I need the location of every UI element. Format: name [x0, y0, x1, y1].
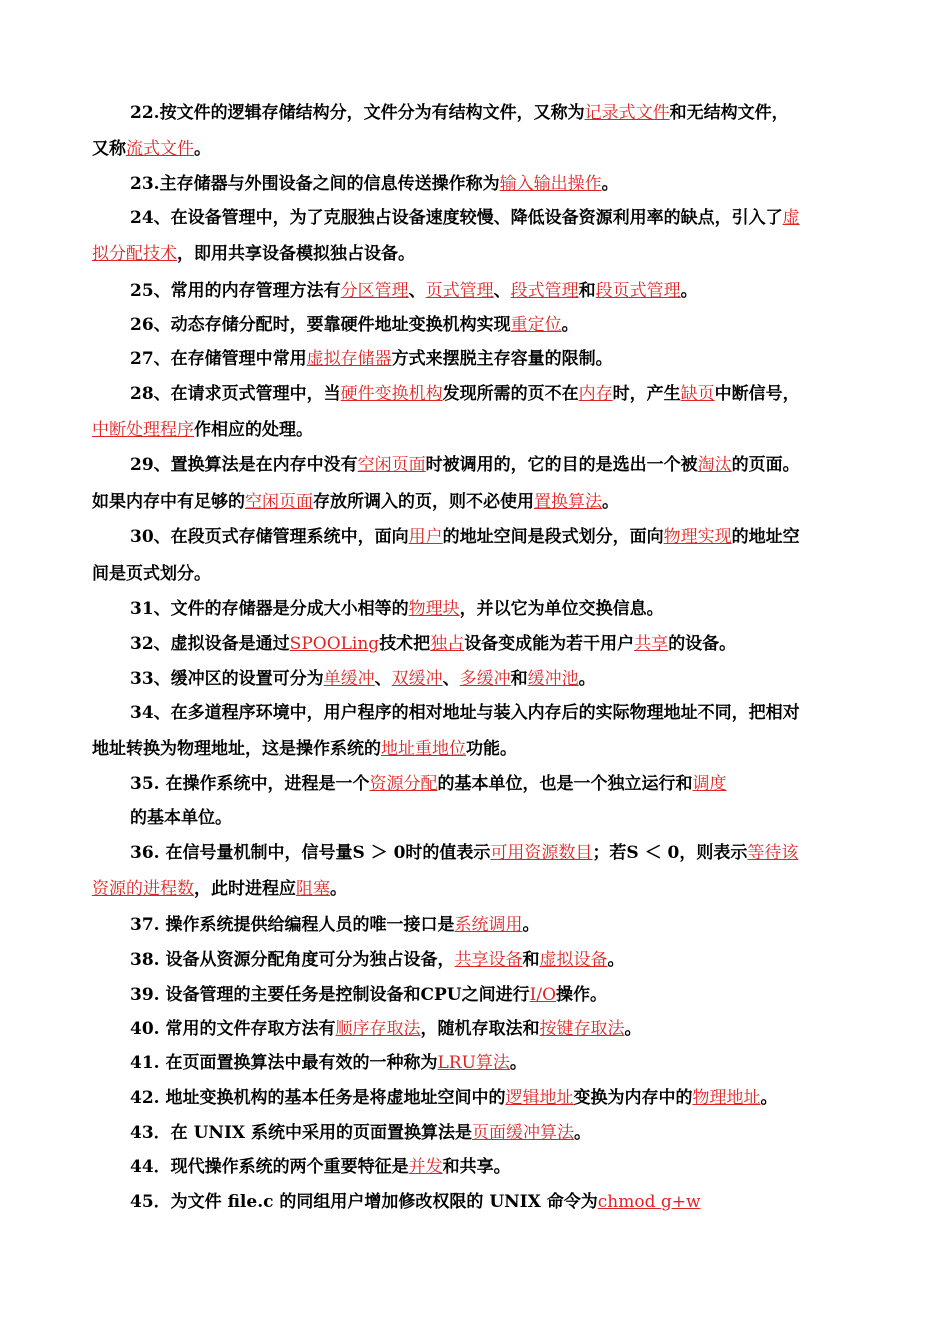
question-text: 。 — [194, 139, 211, 159]
text-line — [130, 1050, 900, 1076]
question-text: 31、文件的存储器是分成大小相等的 — [130, 599, 409, 619]
question-text: 27、在存储管理中常用 — [130, 349, 307, 369]
question-text: 35. 在操作系统中，进程是一个 — [130, 774, 370, 794]
answer-text: 空闲页面 — [357, 455, 426, 475]
answer-text: 页面缓冲算法 — [472, 1123, 574, 1143]
answer-text: 资源的进程数 — [92, 879, 194, 899]
answer-text: 中断处理程序 — [92, 420, 194, 440]
text-line — [130, 346, 900, 372]
answer-text: 流式文件 — [126, 139, 194, 159]
question-text: 。 — [509, 1053, 527, 1073]
answer-text: 淘汰 — [697, 455, 732, 475]
text-line — [130, 100, 900, 126]
answer-text: 共享设备 — [454, 950, 523, 970]
question-text: 变换为内存中的 — [573, 1088, 693, 1108]
answer-text: 记录式文件 — [584, 103, 670, 123]
text-line — [130, 312, 900, 338]
question-text: 、 — [493, 281, 511, 301]
question-text: 方式来摆脱主存容量的限制。 — [391, 349, 613, 369]
text-line — [130, 1085, 900, 1111]
text-line — [130, 805, 900, 831]
question-text: 。 — [330, 879, 347, 899]
answer-text: 资源分配 — [369, 774, 438, 794]
question-text: 中断信号， — [714, 384, 800, 404]
answer-text: 多缓冲 — [459, 669, 511, 689]
question-text: 36. 在信号量机制中，信号量S ＞ 0时的值表示 — [130, 843, 491, 863]
answer-text: 地址重地位 — [381, 739, 466, 759]
question-text: 25、常用的内存管理方法有 — [130, 281, 341, 301]
text-line — [130, 381, 900, 407]
question-text: 32、虚拟设备是通过 — [130, 634, 290, 654]
question-text: 24、在设备管理中，为了克服独占设备速度较慢、降低设备资源利用率的缺点，引入了 — [130, 208, 783, 228]
question-text: 如果内存中有足够的 — [92, 492, 245, 512]
text-line — [130, 666, 900, 692]
answer-text: 可用资源数目 — [490, 843, 593, 863]
question-text: 28、在请求页式管理中，当 — [130, 384, 341, 404]
question-text: 地址转换为物理地址，这是操作系统的 — [92, 739, 381, 759]
question-text: 发现所需的页不在 — [442, 384, 579, 404]
question-text: ，随机存取法和 — [420, 1019, 540, 1039]
question-text: 33、缓冲区的设置可分为 — [130, 669, 324, 689]
text-line — [92, 136, 862, 162]
answer-text: 逻辑地址 — [505, 1088, 574, 1108]
answer-text: 物理块 — [408, 599, 460, 619]
question-text: 。 — [602, 492, 619, 512]
text-line — [92, 876, 862, 902]
question-text: 存放所调入的页，则不必使用 — [313, 492, 534, 512]
answer-text: 单缓冲 — [323, 669, 375, 689]
answer-text: 用户 — [408, 527, 443, 547]
question-text: 技术把 — [379, 634, 431, 654]
question-text: 40. 常用的文件存取方法有 — [130, 1019, 336, 1039]
question-text: 间是页式划分。 — [92, 564, 211, 584]
question-text: 23.主存储器与外围设备之间的信息传送操作称为 — [130, 174, 500, 194]
question-text: 41. 在页面置换算法中最有效的一种称为 — [130, 1053, 438, 1073]
answer-text: 分区管理 — [340, 281, 409, 301]
question-text: 39. 设备管理的主要任务是控制设备和CPU之间进行 — [130, 985, 530, 1005]
question-text: 和共享。 — [442, 1157, 511, 1177]
answer-text: SPOOLing — [289, 634, 380, 654]
question-text: 和无结构文件， — [669, 103, 789, 123]
answer-text: 按键存取法 — [539, 1019, 625, 1039]
answer-text: 顺序存取法 — [335, 1019, 421, 1039]
question-text: ；若S ＜ 0，则表示 — [592, 843, 748, 863]
question-text: 29、置换算法是在内存中没有 — [130, 455, 358, 475]
text-line — [130, 596, 900, 622]
answer-text: 调度 — [692, 774, 727, 794]
question-text: 操作。 — [556, 985, 608, 1005]
question-text: 功能。 — [466, 739, 517, 759]
question-text: 和 — [522, 950, 540, 970]
question-text: 和 — [510, 669, 528, 689]
text-line — [92, 489, 862, 515]
answer-text: 等待该 — [747, 843, 799, 863]
question-text: 。 — [607, 950, 625, 970]
question-text: 26、动态存储分配时，要靠硬件地址变换机构实现 — [130, 315, 511, 335]
answer-text: 置换算法 — [534, 492, 602, 512]
text-line — [130, 278, 900, 304]
text-line — [130, 524, 900, 550]
text-line — [130, 912, 900, 938]
answer-text: 段页式管理 — [595, 281, 681, 301]
answer-text: 缺页 — [680, 384, 715, 404]
text-line — [92, 561, 862, 587]
answer-text: LRU算法 — [437, 1053, 510, 1073]
question-text: 。 — [760, 1088, 778, 1108]
question-text: 。 — [574, 1123, 591, 1143]
question-text: 22.按文件的逻辑存储结构分，文件分为有结构文件，又称为 — [130, 103, 585, 123]
question-text: 37. 操作系统提供给编程人员的唯一接口是 — [130, 915, 455, 935]
question-text: 38. 设备从资源分配角度可分为独占设备， — [130, 950, 455, 970]
question-text: 45．为文件 file.c 的同组用户增加修改权限的 UNIX 命令为 — [130, 1192, 598, 1212]
question-text: 。 — [680, 281, 698, 301]
answer-text: 虚拟存储器 — [306, 349, 392, 369]
answer-text: 虚拟设备 — [539, 950, 608, 970]
answer-text: 虚 — [782, 208, 800, 228]
question-text: 设备变成能为若干用户 — [464, 634, 635, 654]
answer-text: 段式管理 — [510, 281, 579, 301]
answer-text: 拟分配技术 — [92, 244, 177, 264]
question-text: 42. 地址变换机构的基本任务是将虚地址空间中的 — [130, 1088, 506, 1108]
answer-text: chmod g+w — [597, 1192, 701, 1212]
answer-text: 系统调用 — [454, 915, 523, 935]
question-text: 30、在段页式存储管理系统中，面向 — [130, 527, 409, 547]
question-text: 又称 — [92, 139, 126, 159]
answer-text: 物理地址 — [692, 1088, 761, 1108]
text-line — [130, 840, 900, 866]
text-line — [130, 700, 900, 726]
answer-text: 物理实现 — [663, 527, 732, 547]
question-text: 44．现代操作系统的两个重要特征是 — [130, 1157, 409, 1177]
text-line — [92, 241, 862, 267]
question-text: 。 — [601, 174, 619, 194]
text-line — [130, 1154, 900, 1180]
question-text: 时，产生 — [612, 384, 681, 404]
question-text: 、 — [374, 669, 392, 689]
text-line — [130, 452, 900, 478]
question-text: ，即用共享设备模拟独占设备。 — [177, 244, 415, 264]
answer-text: 输入输出操作 — [499, 174, 602, 194]
question-text: 的基本单位。 — [130, 808, 232, 828]
text-line — [92, 417, 862, 443]
text-line — [130, 982, 900, 1008]
text-line — [130, 1016, 900, 1042]
question-text: 、 — [442, 669, 460, 689]
question-text: 34、在多道程序环境中，用户程序的相对地址与装入内存后的实际物理地址不同，把相对 — [130, 703, 800, 723]
answer-text: 双缓冲 — [391, 669, 443, 689]
answer-text: 并发 — [408, 1157, 443, 1177]
answer-text: 共享 — [634, 634, 669, 654]
question-text: ，并以它为单位交换信息。 — [459, 599, 664, 619]
text-line — [130, 631, 900, 657]
text-line — [130, 171, 900, 197]
question-text: ，此时进程应 — [194, 879, 296, 899]
answer-text: 硬件变换机构 — [340, 384, 443, 404]
question-text: 的地址空 — [731, 527, 800, 547]
question-text: 的基本单位，也是一个独立运行和 — [437, 774, 693, 794]
answer-text: 页式管理 — [425, 281, 494, 301]
text-line — [130, 947, 900, 973]
question-text: 的设备。 — [668, 634, 737, 654]
answer-text: 重定位 — [510, 315, 562, 335]
question-text: 、 — [408, 281, 426, 301]
question-text: 。 — [624, 1019, 642, 1039]
text-line — [130, 205, 900, 231]
question-text: 43．在 UNIX 系统中采用的页面置换算法是 — [130, 1123, 472, 1143]
text-line — [130, 1189, 900, 1215]
answer-text: 空闲页面 — [245, 492, 313, 512]
text-line — [130, 771, 900, 797]
question-text: 。 — [522, 915, 540, 935]
question-text: 。 — [561, 315, 579, 335]
answer-text: I/O — [529, 985, 557, 1005]
question-text: 和 — [578, 281, 596, 301]
question-text: 的地址空间是段式划分，面向 — [442, 527, 664, 547]
text-line — [130, 1120, 900, 1146]
question-text: 。 — [578, 669, 596, 689]
question-text: 作相应的处理。 — [194, 420, 313, 440]
question-text: 的页面。 — [731, 455, 800, 475]
answer-text: 独占 — [430, 634, 465, 654]
text-line — [92, 736, 862, 762]
answer-text: 内存 — [578, 384, 613, 404]
question-text: 时被调用的，它的目的是选出一个被 — [425, 455, 698, 475]
answer-text: 阻塞 — [296, 879, 330, 899]
answer-text: 缓冲池 — [527, 669, 579, 689]
